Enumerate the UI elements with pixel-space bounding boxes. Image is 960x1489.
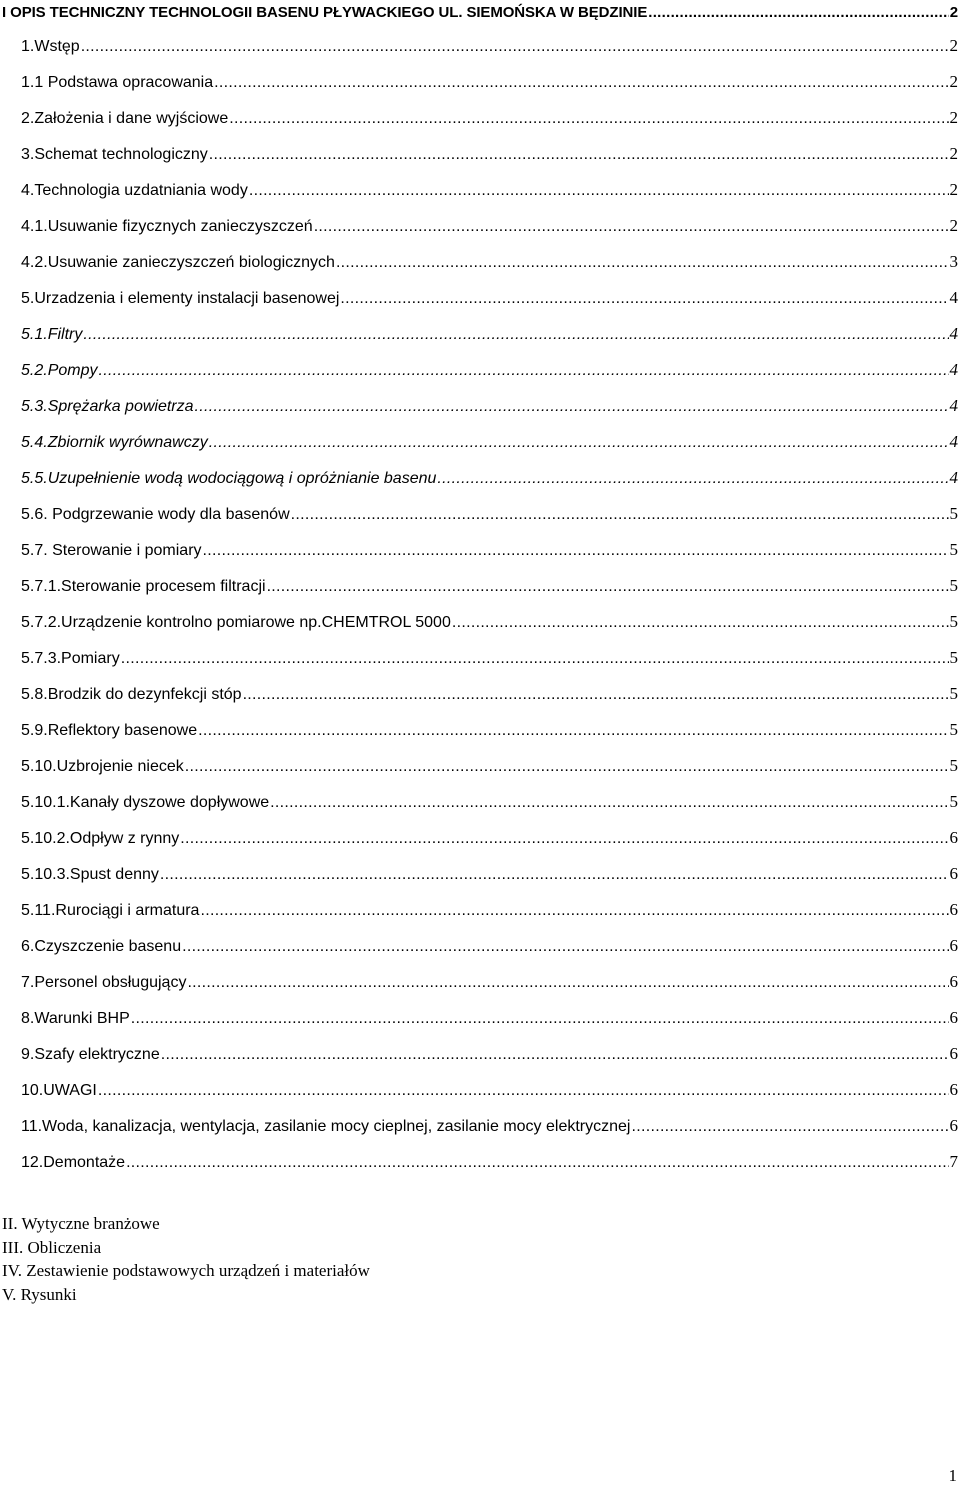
toc-entry xyxy=(21,395,958,418)
toc-entry-label: 6.Czyszczenie basenu xyxy=(21,938,182,955)
toc-entry-page: 3 xyxy=(949,252,958,271)
toc-entry xyxy=(21,215,958,238)
toc-dot-leader xyxy=(161,1044,949,1066)
toc-entry-page: 4 xyxy=(949,432,958,451)
toc-entry-label: 2.Założenia i dane wyjściowe xyxy=(21,110,229,127)
toc-entry-label: 5.4.Zbiornik wyrównawczy xyxy=(21,434,208,451)
section-item: V. Rysunki xyxy=(2,1284,77,1304)
toc-dot-leader xyxy=(126,1152,948,1174)
toc-dot-leader xyxy=(648,2,949,24)
section-list xyxy=(2,1212,370,1306)
section-item: IV. Zestawienie podstawowych urządzeń i materiałów xyxy=(2,1261,370,1280)
toc-entry xyxy=(21,1151,958,1174)
toc-entry-page: 6 xyxy=(949,1080,958,1099)
toc-entry xyxy=(21,539,958,562)
toc-dot-leader xyxy=(180,828,948,850)
toc-dot-leader xyxy=(243,684,949,706)
section-item: III. Obliczenia xyxy=(2,1237,102,1257)
toc-entry xyxy=(21,1007,958,1030)
toc-entry xyxy=(21,683,958,706)
toc-dot-leader xyxy=(229,108,948,130)
toc-entry-page: 5 xyxy=(949,792,958,811)
toc-dot-leader xyxy=(98,1080,949,1102)
toc-entry-page: 5 xyxy=(949,684,958,703)
toc-dot-leader xyxy=(452,612,949,634)
toc-entry-label: 5.1.Filtry xyxy=(21,326,83,343)
toc-entry-page: 7 xyxy=(949,1152,958,1171)
toc-dot-leader xyxy=(131,1008,949,1030)
toc-entry xyxy=(21,179,958,202)
toc-entry-page: 5 xyxy=(949,576,958,595)
toc-entry-page: 6 xyxy=(949,1008,958,1027)
toc-entry-label: 5.7.3.Pomiary xyxy=(21,650,120,667)
toc-entry-label: 4.1.Usuwanie fizycznych zanieczyszczeń xyxy=(21,218,313,235)
page-number: 1 xyxy=(948,1466,957,1485)
toc-entry xyxy=(21,323,958,346)
toc-entry-page: 6 xyxy=(949,936,958,955)
toc-entry-label: 5.7.2.Urządzenie kontrolno pomiarowe np.CHEMTROL 5000 xyxy=(21,614,451,631)
toc-entry xyxy=(21,755,958,778)
toc-entry xyxy=(21,35,958,58)
toc-entry-label: 9.Szafy elektryczne xyxy=(21,1046,160,1063)
toc-entry-page: 2 xyxy=(949,144,958,163)
toc-dot-leader xyxy=(340,288,948,310)
toc-entry-page: 6 xyxy=(949,972,958,991)
toc-entry-page: 6 xyxy=(949,1116,958,1135)
toc-dot-leader xyxy=(198,720,948,742)
toc-entry-label: 5.10.2.Odpływ z rynny xyxy=(21,830,180,847)
toc-dot-leader xyxy=(314,216,949,238)
toc-entry xyxy=(21,575,958,598)
toc-entry-page: 5 xyxy=(949,756,958,775)
toc-entry-label: 11.Woda, kanalizacja, wentylacja, zasilanie mocy cieplnej, zasilanie mocy elektrycznej xyxy=(21,1118,631,1135)
toc-entry-page: 6 xyxy=(949,900,958,919)
toc-entry xyxy=(21,647,958,670)
toc-entry xyxy=(21,287,958,310)
toc-entry xyxy=(21,359,958,382)
toc-entry-page: 6 xyxy=(949,828,958,847)
toc-dot-leader xyxy=(98,360,948,382)
toc-dot-leader xyxy=(195,396,949,418)
toc-dot-leader xyxy=(336,252,949,274)
toc-entry-label: 12.Demontaże xyxy=(21,1154,126,1171)
toc-entry-label: 5.7. Sterowanie i pomiary xyxy=(21,542,202,559)
toc-entry-page: 4 xyxy=(949,396,958,415)
toc-entry xyxy=(21,719,958,742)
toc-dot-leader xyxy=(267,576,949,598)
toc-entry-label: 1.1 Podstawa opracowania xyxy=(21,74,214,91)
toc-entry-page: 2 xyxy=(949,216,958,235)
toc-entry-page: 2 xyxy=(949,108,958,127)
toc-entry-label: 4.Technologia uzdatniania wody xyxy=(21,182,248,199)
toc-entry-page: 2 xyxy=(949,4,958,21)
toc-dot-leader xyxy=(249,180,949,202)
toc-dot-leader xyxy=(200,900,948,922)
toc-dot-leader xyxy=(291,504,949,526)
toc-entry-label: 5.5.Uzupełnienie wodą wodociągową i opróżnianie basenu xyxy=(21,470,437,487)
toc-entry xyxy=(21,143,958,166)
toc-entry-label: 5.11.Rurociągi i armatura xyxy=(21,902,200,919)
toc-dot-leader xyxy=(214,72,948,94)
toc-dot-leader xyxy=(182,936,948,958)
toc-entry-page: 5 xyxy=(949,720,958,739)
toc-dot-leader xyxy=(160,864,949,886)
toc-entry-page: 5 xyxy=(949,540,958,559)
toc-entry-label: 5.9.Reflektory basenowe xyxy=(21,722,198,739)
toc-entry-label: 5.7.1.Sterowanie procesem filtracji xyxy=(21,578,266,595)
section-item: II. Wytyczne branżowe xyxy=(2,1214,160,1233)
toc-entry xyxy=(21,467,958,490)
toc-dot-leader xyxy=(209,144,949,166)
toc-entry-label: 1.Wstęp xyxy=(21,38,80,55)
toc-entry-label: 5.8.Brodzik do dezynfekcji stóp xyxy=(21,686,242,703)
toc-entry xyxy=(21,899,958,922)
toc-entry-label: 5.10.Uzbrojenie niecek xyxy=(21,758,184,775)
toc-entry-label: 5.6. Podgrzewanie wody dla basenów xyxy=(21,506,290,523)
toc-dot-leader xyxy=(437,468,948,490)
toc-entry-label: 5.10.1.Kanały dyszowe dopływowe xyxy=(21,794,270,811)
toc-entry-label: I OPIS TECHNICZNY TECHNOLOGII BASENU PŁYWACKIEGO UL. SIEMOŃSKA W BĘDZINIE xyxy=(2,4,648,21)
toc-entry-label: 5.Urzadzenia i elementy instalacji basenowej xyxy=(21,290,340,307)
toc-entry-label: 7.Personel obsługujący xyxy=(21,974,187,991)
toc-entry-page: 5 xyxy=(949,648,958,667)
toc-entry-label: 4.2.Usuwanie zanieczyszczeń biologicznych xyxy=(21,254,335,271)
toc-entry-page: 5 xyxy=(949,612,958,631)
toc-entry-page: 4 xyxy=(949,468,958,487)
toc-entry-label: 5.2.Pompy xyxy=(21,362,98,379)
toc-entry xyxy=(21,431,958,454)
toc-dot-leader xyxy=(121,648,949,670)
toc-entry xyxy=(21,611,958,634)
toc-dot-leader xyxy=(270,792,948,814)
toc-heading xyxy=(2,2,958,24)
toc-entry xyxy=(21,935,958,958)
toc-dot-leader xyxy=(209,432,949,454)
toc-entry-page: 5 xyxy=(949,504,958,523)
toc-dot-leader xyxy=(81,36,949,58)
toc-entry-page: 6 xyxy=(949,864,958,883)
toc-entry xyxy=(21,503,958,526)
toc-dot-leader xyxy=(187,972,948,994)
toc-entry xyxy=(21,1043,958,1066)
toc-dot-leader xyxy=(185,756,949,778)
toc-entry-page: 4 xyxy=(949,324,958,343)
toc-entry-page: 2 xyxy=(949,72,958,91)
toc-entry xyxy=(21,791,958,814)
toc-entry xyxy=(21,827,958,850)
toc-entry-label: 8.Warunki BHP xyxy=(21,1010,130,1027)
toc-entry-label: 3.Schemat technologiczny xyxy=(21,146,208,163)
toc-entry xyxy=(21,1079,958,1102)
toc-entry-label: 5.10.3.Spust denny xyxy=(21,866,159,883)
toc-entry xyxy=(21,251,958,274)
toc-dot-leader xyxy=(83,324,948,346)
toc-entry-page: 4 xyxy=(949,288,958,307)
toc-dot-leader xyxy=(631,1116,948,1138)
toc-entry-label: 5.3.Sprężarka powietrza xyxy=(21,398,194,415)
toc-entry xyxy=(21,71,958,94)
toc-entry xyxy=(21,971,958,994)
toc-entry-page: 2 xyxy=(949,36,958,55)
toc-entry xyxy=(21,1115,958,1138)
toc-entry xyxy=(21,863,958,886)
toc-entry xyxy=(21,107,958,130)
toc-entry-label: 10.UWAGI xyxy=(21,1082,97,1099)
toc-dot-leader xyxy=(203,540,949,562)
toc-entry-page: 6 xyxy=(949,1044,958,1063)
toc-entry-page: 2 xyxy=(949,180,958,199)
toc-entry-page: 4 xyxy=(949,360,958,379)
